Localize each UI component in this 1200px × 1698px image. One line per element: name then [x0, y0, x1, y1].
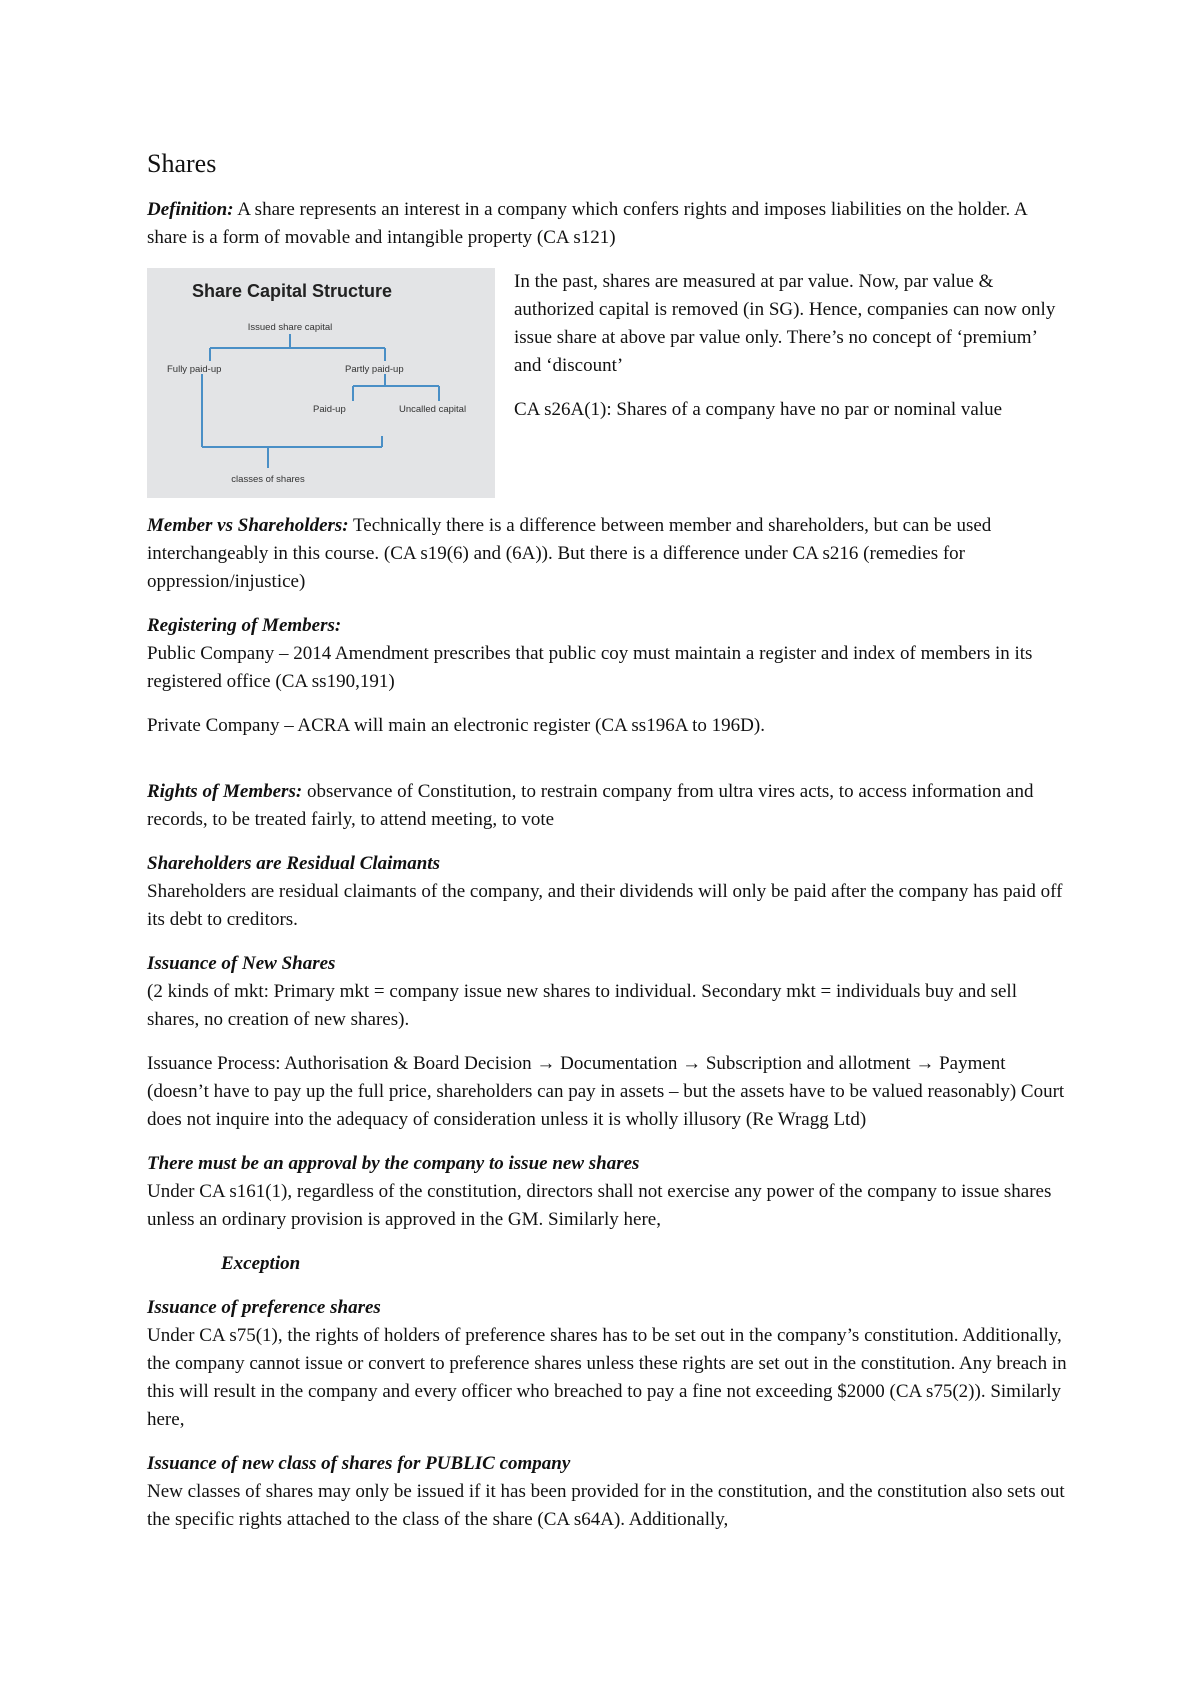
par-value-paragraph: In the past, shares are measured at par value. Now, par value & authorized capital is removed (in SG). Hence, companies can now only issue share at above par value only. There’s no concept of ‘premium’ and ‘discount’ [514, 271, 1056, 376]
market-kinds-paragraph: (2 kinds of mkt: Primary mkt = company issue new shares to individual. Secondary mkt = individuals buy and sell shares, no creation of new shares). [147, 981, 1017, 1030]
s26a-paragraph: CA s26A(1): Shares of a company have no par or nominal value [514, 399, 1003, 420]
registering-heading [147, 612, 1067, 640]
exception-heading [147, 1250, 1067, 1278]
diagram-svg [147, 268, 495, 498]
residual-heading-text: Shareholders are Residual Claimants [147, 853, 440, 874]
new-class-heading-text: Issuance of new class of shares for PUBLIC company [147, 1453, 571, 1474]
rights-label: Rights of Members: [147, 781, 303, 802]
label-paid-up: Paid-up [313, 404, 346, 415]
label-partly-paid-up: Partly paid-up [345, 364, 404, 375]
diagram-connectors [202, 334, 439, 468]
rights-text: observance of Constitution, to restrain company from ultra vires acts, to access information and records, to be treated fairly, to attend meeting, to vote [147, 781, 1034, 830]
label-fully-paid-up: Fully paid-up [167, 364, 222, 375]
new-class-paragraph: New classes of shares may only be issued if it has been provided for in the constitution, and the constitution also sets out the specific rights attached to the class of the share (CA s64A). Additionally, [147, 1481, 1065, 1530]
approval-paragraph: Under CA s161(1), regardless of the constitution, directors shall not exercise any power of the company to issue shares unless an ordinary provision is approved in the GM. Similarly here, [147, 1181, 1052, 1230]
member-text: Technically there is a difference between member and shareholders, but can be used interchangeably in this course. (CA s19(6) and (6A)). But there is a difference under CA s216 (remedies for oppression/injustice) [147, 515, 992, 592]
par-value-notes [514, 268, 1067, 440]
label-issued-share-capital: Issued share capital [247, 322, 333, 333]
figure-row [147, 268, 1067, 498]
definition-paragraph [147, 196, 1067, 252]
new-class-heading [147, 1450, 1067, 1478]
definition-text: A share represents an interest in a company which confers rights and imposes liabilities on the holder. A share is a form of movable and intangible property (CA s121) [147, 199, 1027, 248]
residual-heading [147, 850, 1067, 878]
registering-heading-text: Registering of Members: [147, 615, 342, 636]
issuance-heading [147, 950, 1067, 978]
diagram-title: Share Capital Structure [192, 281, 393, 301]
issuance-process-paragraph: Issuance Process: Authorisation & Board Decision → Documentation → Subscription and allotment → Payment (doesn’t have to pay up the full price, shareholders can pay in assets – but the assets have to be valued reasonably) Court does not inquire into the adequacy of consideration unless it is wholly illusory (Re Wragg Ltd) [147, 1053, 1065, 1130]
preference-heading-text: Issuance of preference shares [147, 1297, 381, 1318]
label-uncalled-capital: Uncalled capital [399, 404, 467, 415]
member-paragraph [147, 512, 1067, 596]
private-company-paragraph: Private Company – ACRA will main an electronic register (CA ss196A to 196D). [147, 715, 765, 736]
approval-heading [147, 1150, 1067, 1178]
issuance-heading-text: Issuance of New Shares [147, 953, 336, 974]
page-title: Shares [147, 149, 217, 178]
approval-heading-text: There must be an approval by the company to issue new shares [147, 1153, 640, 1174]
rights-paragraph [147, 778, 1067, 834]
member-label: Member vs Shareholders: [147, 515, 349, 536]
definition-label: Definition: [147, 199, 234, 220]
document-body [147, 146, 1067, 1550]
share-capital-structure-diagram [147, 268, 495, 498]
exception-heading-text: Exception [221, 1253, 301, 1274]
residual-paragraph: Shareholders are residual claimants of the company, and their dividends will only be paid after the company has paid off its debt to creditors. [147, 881, 1063, 930]
preference-heading [147, 1294, 1067, 1322]
preference-paragraph: Under CA s75(1), the rights of holders of preference shares has to be set out in the company’s constitution. Additionally, the company cannot issue or convert to preference shares unless these rights are set out in the constitution. Any breach in this will result in the company and every officer who breached to pay a fine not exceeding $2000 (CA s75(2)). Similarly here, [147, 1325, 1067, 1430]
label-classes-of-shares: classes of shares [231, 474, 305, 485]
public-company-paragraph: Public Company – 2014 Amendment prescribes that public coy must maintain a register and index of members in its registered office (CA ss190,191) [147, 643, 1033, 692]
